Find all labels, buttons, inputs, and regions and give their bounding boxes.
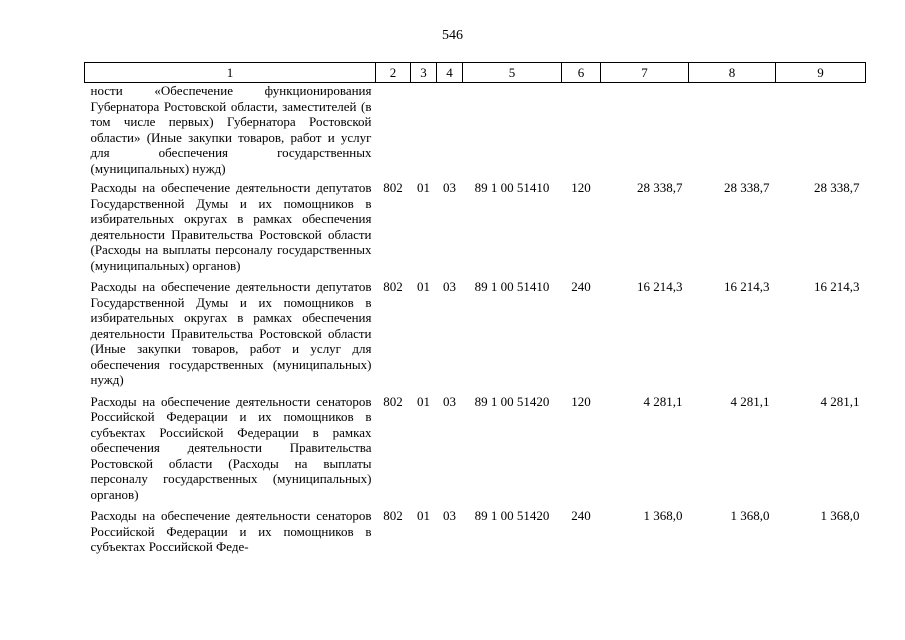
header-col-2: 2 <box>376 63 411 83</box>
header-col-6: 6 <box>562 63 601 83</box>
row-amount-3 <box>776 83 866 181</box>
row-section: 01 <box>417 180 430 195</box>
header-col-1: 1 <box>85 63 376 83</box>
row-amount-2 <box>689 83 776 181</box>
row-amount-1: 1 368,0 <box>643 508 683 523</box>
row-amount-2: 28 338,7 <box>724 180 770 195</box>
row-expense-type <box>562 83 601 181</box>
page-number: 546 <box>442 28 463 43</box>
row-amount-1: 28 338,7 <box>637 180 683 195</box>
header-col-3: 3 <box>411 63 437 83</box>
row-amount-2: 1 368,0 <box>730 508 770 523</box>
row-amount-2: 4 281,1 <box>730 393 770 409</box>
row-expense-type: 120 <box>571 180 591 195</box>
row-amount-3: 4 281,1 <box>820 393 860 409</box>
row-section <box>411 83 437 181</box>
row-target-article: 89 1 00 51410 <box>474 279 550 294</box>
row-amount-2: 16 214,3 <box>724 279 770 294</box>
header-col-5: 5 <box>463 63 562 83</box>
row-amount-1: 16 214,3 <box>637 279 683 294</box>
row-subsection: 03 <box>443 279 456 294</box>
row-description: Расходы на обеспечение деятельности депутатов Государственной Думы и их помощников в избирательных округах в рамках обеспечения деятельности Правительства Ростовской области (Иные закупки товаров, работ и услуг для обеспечения государственных (муниципальных) нужд) <box>90 279 372 387</box>
table-row <box>85 508 866 555</box>
row-amount-3: 16 214,3 <box>814 279 860 294</box>
row-expense-type: 240 <box>571 279 591 294</box>
header-col-9: 9 <box>776 63 866 83</box>
row-ministry-code: 802 <box>383 279 403 294</box>
row-description: Расходы на обеспечение деятельности сенаторов Российской Федерации и их помощников в субъектах Российской Феде- <box>90 508 372 554</box>
row-amount-3: 1 368,0 <box>820 508 860 523</box>
row-description: ности «Обеспечение функционирования Губернатора Ростовской области, заместителей (в том числе первых) Губернатора Ростовской области» (Иные закупки товаров, работ и услуг для обеспечения государственных (муниципальных) нужд) <box>90 83 372 176</box>
header-col-4: 4 <box>437 63 463 83</box>
row-target-article: 89 1 00 51420 <box>474 508 550 523</box>
table-row <box>85 83 866 181</box>
row-ministry-code: 802 <box>383 508 403 523</box>
row-section: 01 <box>417 279 430 294</box>
row-section: 01 <box>417 393 430 409</box>
row-description: Расходы на обеспечение деятельности депутатов Государственной Думы и их помощников в избирательных округах в рамках обеспечения деятельности Правительства Ростовской области (Расходы на выплаты персоналу государственных (муниципальных) органов) <box>90 180 372 273</box>
row-target-article: 89 1 00 51420 <box>474 393 550 409</box>
table-row <box>85 279 866 394</box>
table-row <box>85 394 866 509</box>
row-expense-type: 120 <box>571 393 591 409</box>
row-ministry-code <box>376 83 411 181</box>
row-ministry-code: 802 <box>383 180 403 195</box>
row-target-article <box>463 83 562 181</box>
header-row <box>85 63 866 83</box>
budget-table <box>84 62 866 555</box>
row-amount-1 <box>601 83 689 181</box>
row-description: Расходы на обеспечение деятельности сенаторов Российской Федерации и их помощников в субъектах Российской Федерации в рамках обеспечения деятельности Правительства Ростовской области (Расходы на выплаты персоналу государственных (муниципальных) органов) <box>90 393 372 502</box>
row-amount-3: 28 338,7 <box>814 180 860 195</box>
row-ministry-code: 802 <box>383 393 403 409</box>
table-row <box>85 180 866 279</box>
row-section: 01 <box>417 508 430 523</box>
row-expense-type: 240 <box>571 508 591 523</box>
row-amount-1: 4 281,1 <box>643 393 683 409</box>
row-subsection: 03 <box>443 508 456 523</box>
header-col-8: 8 <box>689 63 776 83</box>
row-subsection <box>437 83 463 181</box>
row-subsection: 03 <box>443 393 456 409</box>
row-subsection: 03 <box>443 180 456 195</box>
header-col-7: 7 <box>601 63 689 83</box>
row-target-article: 89 1 00 51410 <box>474 180 550 195</box>
